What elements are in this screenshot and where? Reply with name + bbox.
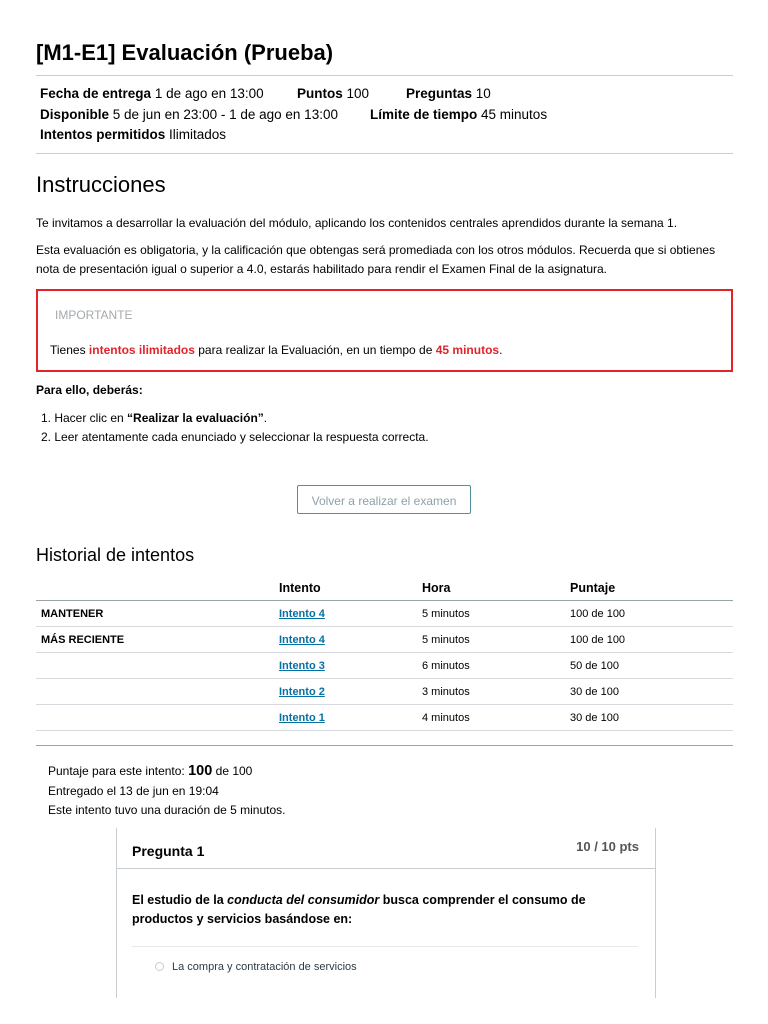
attempts-value: Ilimitados [169, 127, 227, 142]
questions-value: 10 [475, 86, 491, 101]
attempt-score: 30 de 100 [570, 705, 733, 731]
steps-heading: Para ello, deberás: [36, 383, 143, 397]
column-header: Intento [279, 576, 422, 601]
question-card [116, 828, 656, 998]
question-header [117, 828, 655, 869]
attempt-time: 4 minutos [422, 705, 570, 731]
quiz-details [36, 76, 733, 146]
divider [36, 153, 733, 154]
radio-icon [155, 962, 164, 971]
divider [132, 946, 638, 947]
instructions-paragraph-2: Esta evaluación es obligatoria, y la calificación que obtengas será promediada con los otros módulos. Recuerda que si obtienes nota de presentación igual o superior a 4.0, estarás habilitado para rendir el Examen Final de la asignatura. [36, 242, 716, 276]
attempt-score: 50 de 100 [570, 653, 733, 679]
time-limit-label: Límite de tiempo [370, 106, 478, 122]
step-item: 1. Hacer clic en “Realizar la evaluación”. [41, 411, 268, 425]
attempt-link[interactable]: Intento 1 [279, 711, 325, 724]
attempt-link[interactable]: Intento 3 [279, 659, 325, 672]
table-row [36, 679, 733, 705]
attempt-link[interactable]: Intento 2 [279, 685, 325, 698]
important-text: Tienes intentos ilimitados para realizar la Evaluación, en un tiempo de 45 minutos. [50, 343, 503, 357]
table-header-row [36, 576, 733, 601]
column-header [36, 576, 279, 601]
attempt-summary [48, 762, 286, 821]
attempt-time: 3 minutos [422, 679, 570, 705]
submitted-line: Entregado el 13 de jun en 19:04 [48, 783, 219, 798]
instructions-heading: Instrucciones [36, 171, 166, 197]
available-value: 5 de jun en 23:00 - 1 de ago en 13:00 [112, 106, 338, 122]
attempt-history-title: Historial de intentos [36, 545, 195, 565]
answer-label: La compra y contratación de servicios [172, 961, 357, 973]
attempts-label: Intentos permitidos [40, 127, 166, 142]
attempt-link[interactable]: Intento 4 [279, 607, 325, 620]
due-label: Fecha de entrega [40, 86, 152, 101]
question-points: 10 / 10 pts [576, 839, 639, 854]
instructions-paragraph-1: Te invitamos a desarrollar la evaluación del módulo, aplicando los contenidos centrales aprendidos durante la semana 1. [36, 215, 678, 230]
attempt-link[interactable]: Intento 4 [279, 633, 325, 646]
attempt-score-value: 100 [188, 763, 213, 779]
attempt-time: 5 minutos [422, 627, 570, 653]
page-title: [M1-E1] Evaluación (Prueba) [36, 40, 334, 65]
due-value: 1 de ago en 13:00 [154, 86, 264, 101]
answer-option [155, 961, 357, 973]
table-row [36, 601, 733, 627]
row-label [36, 705, 279, 731]
attempt-score: 30 de 100 [570, 679, 733, 705]
table-row [36, 653, 733, 679]
table-row [36, 627, 733, 653]
column-header: Hora [422, 576, 570, 601]
attempt-score: 100 de 100 [570, 627, 733, 653]
quiz-page [36, 0, 733, 973]
attempt-history-table [36, 576, 733, 731]
column-header: Puntaje [570, 576, 733, 601]
time-limit-highlight: 45 minutos [435, 343, 500, 357]
attempt-score-line: Puntaje para este intento: 100 de 100 [48, 763, 253, 779]
points-label: Puntos [297, 86, 343, 101]
steps-list [41, 409, 429, 447]
time-limit-value: 45 minutos [481, 106, 548, 122]
table-row [36, 705, 733, 731]
retake-quiz-button[interactable]: Volver a realizar el examen [297, 485, 471, 514]
divider [36, 745, 733, 746]
important-notice [36, 289, 733, 372]
step-item: 2. Leer atentamente cada enunciado y seleccionar la respuesta correcta. [41, 430, 429, 444]
duration-line: Este intento tuvo una duración de 5 minutos. [48, 803, 286, 817]
attempt-time: 5 minutos [422, 601, 570, 627]
row-label [36, 653, 279, 679]
question-title: Pregunta 1 [132, 843, 205, 859]
row-label: MANTENER [36, 601, 279, 627]
attempt-score: 100 de 100 [570, 601, 733, 627]
row-label [36, 679, 279, 705]
attempt-time: 6 minutos [422, 653, 570, 679]
available-label: Disponible [40, 106, 110, 122]
questions-label: Preguntas [406, 86, 473, 101]
points-value: 100 [346, 86, 370, 101]
unlimited-attempts-highlight: intentos ilimitados [88, 343, 195, 357]
row-label: MÁS RECIENTE [36, 627, 279, 653]
important-label: IMPORTANTE [55, 308, 133, 322]
question-text: El estudio de la conducta del consumidor busca comprender el consumo de productos y servicios basándose en: [132, 893, 586, 926]
